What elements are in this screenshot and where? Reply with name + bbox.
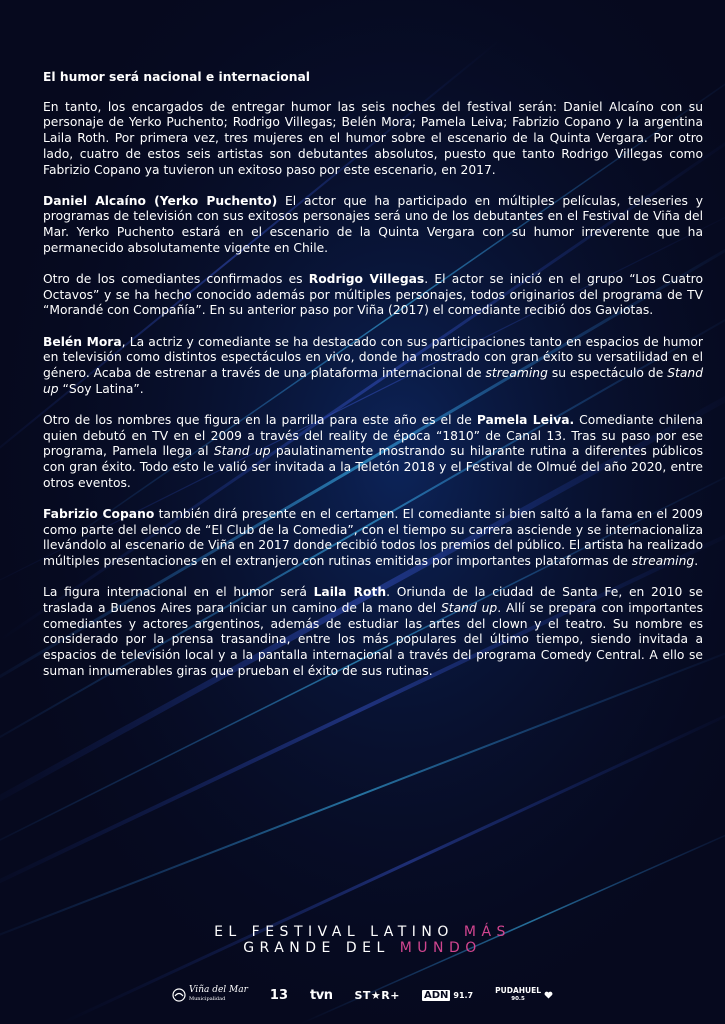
tvn-logo: tvn — [310, 987, 333, 1003]
paragraph-text: . Allí se prepara con importantes comediantes y actores argentinos, además de estudiar las artes del clown y el teatro. Su nombre es considerado por la prensa trasandina, entre los más populares del último tiempo, siendo invitada a espacios de televisión local y a la pantalla internacional a través del programa Comedy Central. A ello se suman innumerables giras que prueban el éxito de sus rutinas. — [43, 600, 703, 678]
vina-emblem-icon — [172, 988, 186, 1002]
slogan-text: GRANDE DEL — [243, 940, 400, 956]
paragraph-laila-roth — [43, 585, 703, 679]
paragraph-text: paulatinamente mostrando su hilarante rutina a diferentes públicos con gran éxito. Todo esto le valió ser invitada a la Teletón 2018 y el Festival de Olmué del año 2020, entre otros eventos. — [43, 444, 703, 490]
sponsor-logos — [0, 985, 725, 1005]
paragraph-text: . — [694, 554, 699, 569]
paragraph-intro: En tanto, los encargados de entregar humor las seis noches del festival serán: Daniel Alcaíno con su personaje de Yerko Puchento; Rodrigo Villegas; Belén Mora; Pamela Leiva; Fabrizio Copano y la argentina Laila Roth. Por primera vez, tres mujeres en el humor sobre el escenario de la Quinta Vergara. Por otro lado, cuatro de estos seis artistas son debutantes absolutos, puesto que tanto Rodrigo Villegas como Fabrizio Copano ya tuvieron un exitoso paso por este escenario, en 2017. — [43, 99, 703, 177]
slogan-line-1 — [0, 924, 725, 940]
vina-line1: Viña del Mar — [188, 985, 248, 995]
slogan-accent: MÁS — [463, 924, 511, 940]
canal-13-logo: 13 — [269, 987, 289, 1003]
slogan-accent: MUNDO — [399, 940, 482, 956]
paragraph-daniel-alcaino — [43, 194, 703, 257]
vina-text — [189, 986, 248, 1004]
name-belen-mora: Belén Mora — [43, 334, 122, 349]
paragraph-rodrigo-villegas — [43, 272, 703, 319]
article-body — [43, 70, 703, 695]
pudahuel-frequency: 90.5 — [511, 996, 525, 1002]
name-pamela-leiva: Pamela Leiva. — [476, 412, 575, 427]
paragraph-text: . El actor se inició en el grupo “Los Cuatro Octavos” y se ha hecho conocido además por múltiples personajes, todos originarios del programa de TV “Morandé con Compañía”. En su anterior paso por Viña (2017) el comediante recibió dos Gaviotas. — [43, 272, 703, 318]
name-rodrigo-villegas: Rodrigo Villegas — [308, 272, 425, 287]
heart-icon — [544, 991, 553, 999]
pudahuel-text — [495, 987, 541, 1003]
paragraph-text: “Soy Latina”. — [58, 381, 144, 396]
name-laila-roth: Laila Roth — [313, 585, 387, 600]
adn-box: ADN — [423, 989, 449, 1001]
slogan-text: EL FESTIVAL LATINO — [214, 924, 464, 940]
slogan-line-2 — [0, 940, 725, 956]
paragraph-text: Comediante chilena quien debutó en TV en el 2009 a través del reality de época “1810” de Canal 13. Tras su paso por ese programa, Pamela llega al — [43, 412, 703, 459]
paragraph-text: Otro de los nombres que figura en la parrilla para este año es el de — [43, 412, 477, 427]
paragraph-text: también dirá presente en el certamen. El comediante si bien saltó a la fama en el 2009 como parte del elenco de “El Club de la Comedia”, con el tiempo su carrera asciende y se internacionaliza llevándolo al escenario de Viña en 2017 donde recibió todos los premios del público. El artista ha realizado múltiples presentaciones en el extranjero con rutinas emitidas por importantes plataformas de — [43, 506, 703, 569]
paragraph-pamela-leiva — [43, 413, 703, 492]
emphasis-text: streaming — [631, 554, 695, 569]
star-plus-logo: ST★R+ — [354, 988, 400, 1002]
vina-del-mar-logo — [172, 986, 248, 1004]
adn-frequency: 91.7 — [453, 990, 474, 1000]
vina-line2: Municipalidad — [188, 996, 226, 1002]
name-daniel-alcaino: Daniel Alcaíno (Yerko Puchento) — [43, 193, 278, 208]
emphasis-text: Stand up — [213, 444, 271, 459]
emphasis-text: Stand up — [441, 600, 498, 615]
paragraph-text: su espectáculo de — [547, 366, 668, 381]
paragraph-text: La figura internacional en el humor será — [43, 585, 314, 600]
name-fabrizio-copano: Fabrizio Copano — [43, 506, 155, 521]
paragraph-text: . Oriunda de la ciudad de Santa Fe, en 2010 se traslada a Buenos Aires para iniciar un camino de la mano del — [43, 585, 703, 615]
pudahuel-name: PUDAHUEL — [495, 986, 542, 995]
paragraph-text: Otro de los comediantes confirmados es — [43, 272, 309, 287]
paragraph-belen-mora — [43, 335, 703, 398]
paragraph-fabrizio-copano — [43, 507, 703, 570]
pudahuel-radio-logo — [495, 987, 553, 1003]
festival-slogan — [0, 924, 725, 956]
paragraph-text: , La actriz y comediante se ha destacado con sus participaciones tanto en espacios de humor en televisión como distintos espectáculos en vivo, donde ha mostrado con gran éxito su versatilidad en el género. Acaba de estrenar a través de una plataforma internacional de — [43, 334, 703, 381]
emphasis-text: Stand up — [43, 366, 703, 396]
paragraph-text: El actor que ha participado en múltiples películas, teleseries y programas de televisión con sus exitosos personajes será uno de los debutantes en el Festival de Viña del Mar. Yerko Puchento estará en el escenario de la Quinta Vergara con su humor irreverente que ha permanecido absolutamente vigente en Chile. — [43, 193, 704, 255]
emphasis-text: streaming — [485, 366, 548, 381]
article-heading: El humor será nacional e internacional — [43, 70, 311, 84]
adn-radio-logo — [422, 990, 473, 1001]
